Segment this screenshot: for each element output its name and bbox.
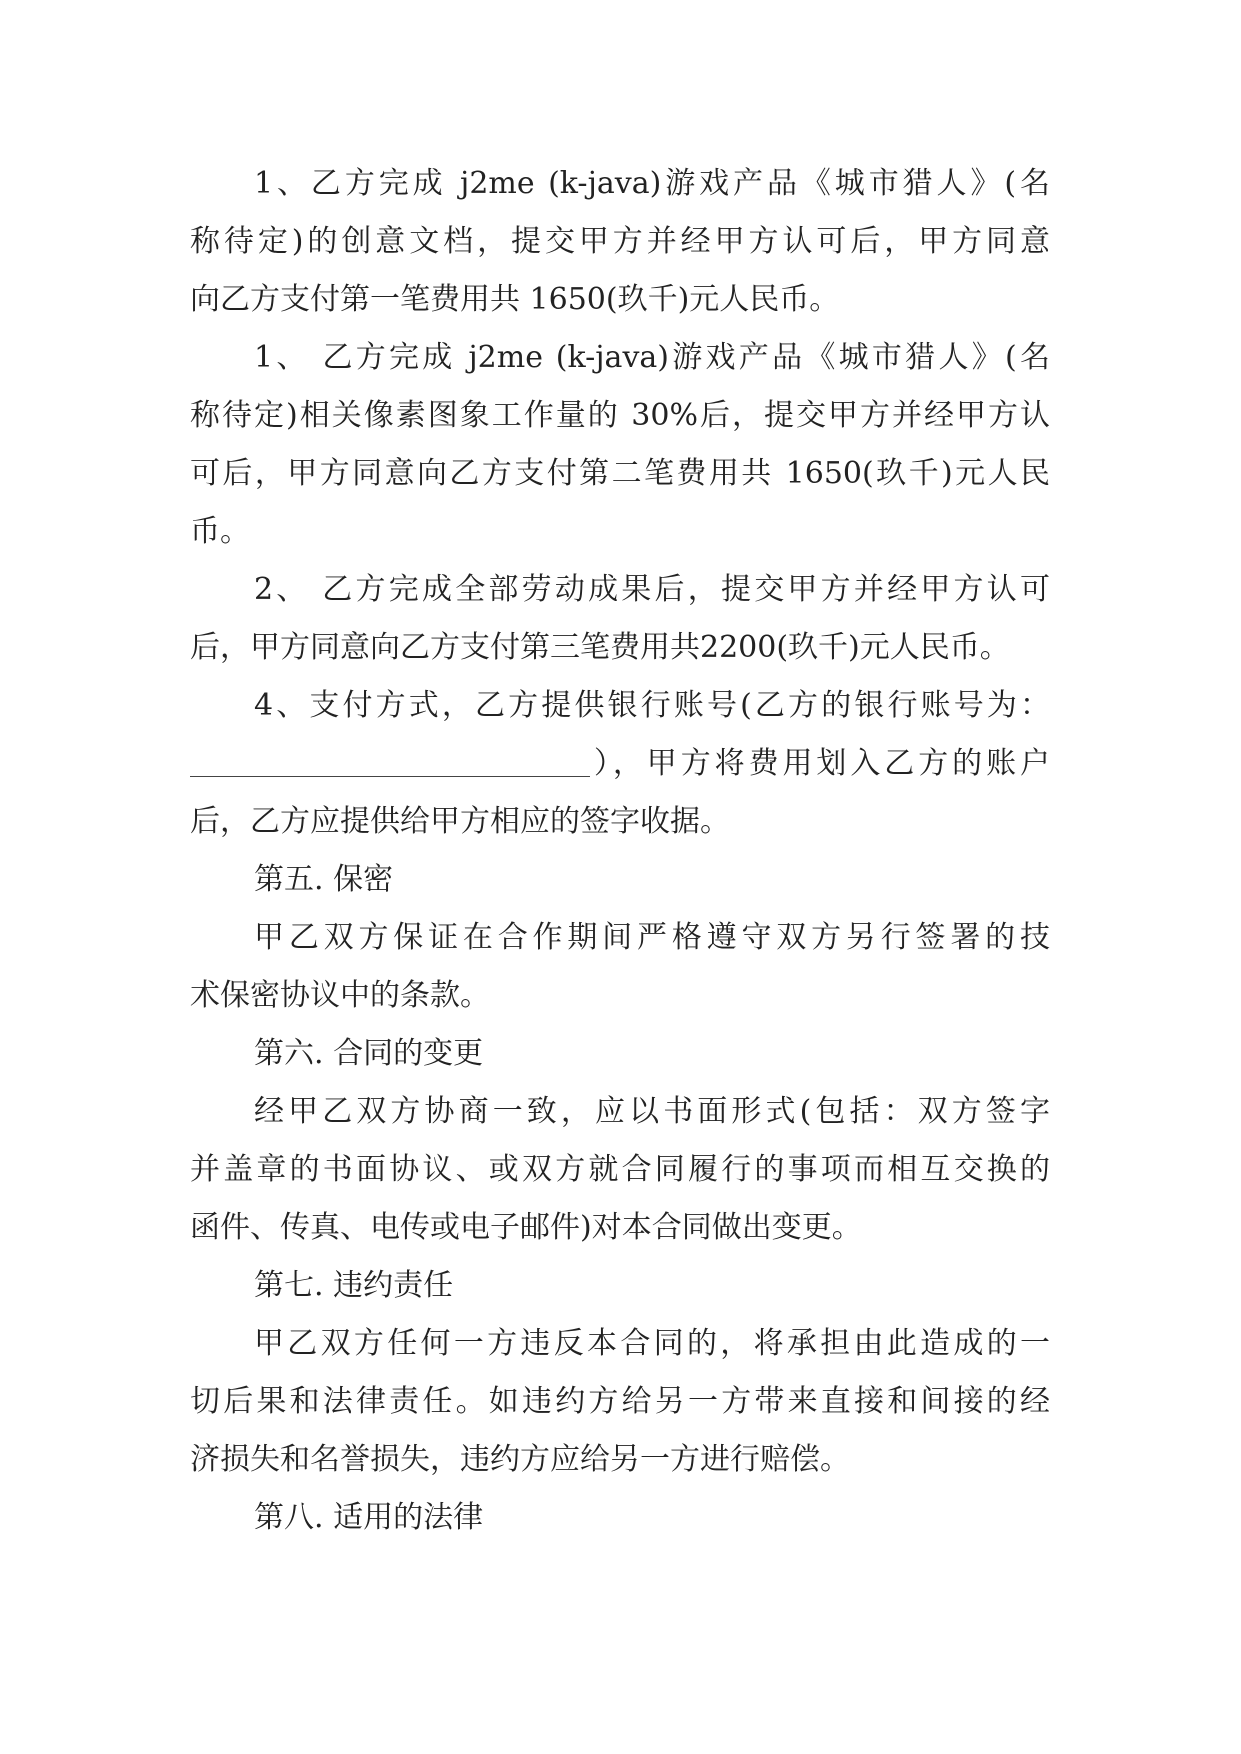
document-body bbox=[190, 155, 1050, 1547]
paragraph-1-line-3: 向乙方支付第一笔费用共 1650(玖千)元人民币。 bbox=[190, 282, 840, 317]
section-7-line-3: 济损失和名誉损失，违约方应给另一方进行赔偿。 bbox=[190, 1442, 850, 1477]
paragraph-2-line-4: 币。 bbox=[190, 514, 250, 549]
paragraph-3-line-1: 2、 乙方完成全部劳动成果后，提交甲方并经甲方认可 bbox=[254, 572, 1050, 607]
section-7-line-2: 切后果和法律责任。如违约方给另一方带来直接和间接的经 bbox=[190, 1384, 1050, 1419]
section-6-heading: 第六. 合同的变更 bbox=[254, 1036, 484, 1071]
section-5-line-2: 术保密协议中的条款。 bbox=[190, 978, 490, 1013]
section-5-heading: 第五. 保密 bbox=[254, 862, 394, 897]
bank-account-blank bbox=[190, 746, 590, 777]
paragraph-2-line-3: 可后，甲方同意向乙方支付第二笔费用共 1650(玖千)元人民 bbox=[190, 456, 1050, 491]
paragraph-2-line-2: 称待定)相关像素图象工作量的 30%后，提交甲方并经甲方认 bbox=[190, 398, 1050, 433]
paragraph-4-line-2-text: ），甲方将费用划入乙方的账户 bbox=[590, 746, 1050, 781]
section-7-heading: 第七. 违约责任 bbox=[254, 1268, 454, 1303]
section-8-heading: 第八. 适用的法律 bbox=[254, 1500, 484, 1535]
paragraph-4-line-2 bbox=[190, 735, 1050, 793]
paragraph-1-line-2: 称待定)的创意文档，提交甲方并经甲方认可后，甲方同意 bbox=[190, 224, 1050, 259]
section-6-line-3: 函件、传真、电传或电子邮件)对本合同做出变更。 bbox=[190, 1210, 862, 1245]
paragraph-3-line-2: 后，甲方同意向乙方支付第三笔费用共2200(玖千)元人民币。 bbox=[190, 630, 1010, 665]
paragraph-4-line-3: 后，乙方应提供给甲方相应的签字收据。 bbox=[190, 804, 730, 839]
paragraph-2-line-1: 1、 乙方完成 j2me (k-java)游戏产品《城市猎人》(名 bbox=[254, 340, 1050, 375]
section-6-line-1: 经甲乙双方协商一致，应以书面形式(包括：双方签字 bbox=[254, 1094, 1050, 1129]
paragraph-4-line-1: 4、支付方式，乙方提供银行账号(乙方的银行账号为： bbox=[254, 688, 1050, 723]
section-6-line-2: 并盖章的书面协议、或双方就合同履行的事项而相互交换的 bbox=[190, 1152, 1050, 1187]
section-7-line-1: 甲乙双方任何一方违反本合同的，将承担由此造成的一 bbox=[254, 1326, 1050, 1361]
paragraph-1-line-1: 1、乙方完成 j2me (k-java)游戏产品《城市猎人》(名 bbox=[254, 166, 1050, 201]
section-5-line-1: 甲乙双方保证在合作期间严格遵守双方另行签署的技 bbox=[254, 920, 1050, 955]
